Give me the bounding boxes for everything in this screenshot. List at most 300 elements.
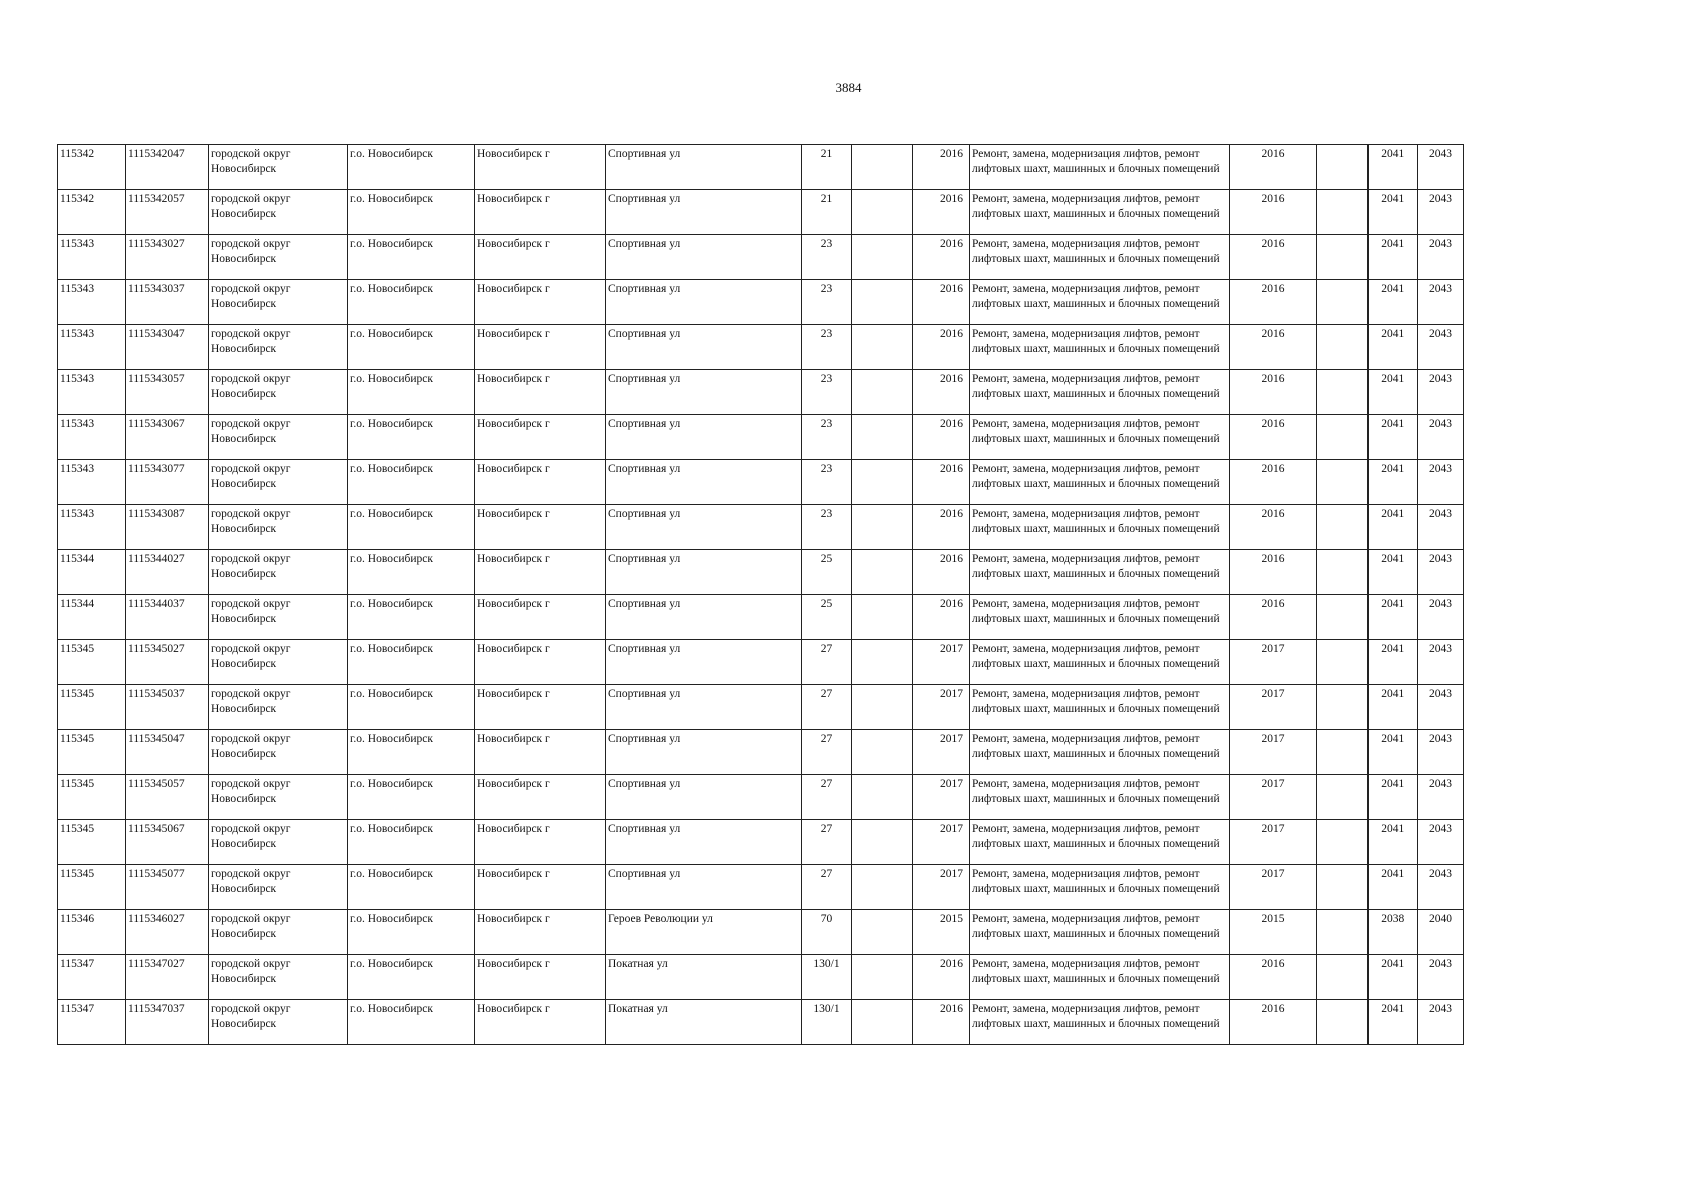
cell-extra — [852, 910, 913, 955]
cell-city: Новосибирск г — [475, 730, 606, 775]
cell-municipality: г.о. Новосибирск — [348, 595, 475, 640]
cell-blank — [1317, 415, 1368, 460]
cell-municipality: г.о. Новосибирск — [348, 955, 475, 1000]
cell-extra — [852, 595, 913, 640]
cell-municipality: г.о. Новосибирск — [348, 820, 475, 865]
cell-year-work: 2017 — [1230, 775, 1317, 820]
cell-id: 115345 — [58, 865, 126, 910]
table-row — [58, 235, 1464, 280]
cell-blank — [1317, 235, 1368, 280]
table-row — [58, 325, 1464, 370]
cell-street: Спортивная ул — [606, 460, 802, 505]
cell-work-type: Ремонт, замена, модернизация лифтов, ремонт лифтовых шахт, машинных и блочных помещений — [970, 550, 1230, 595]
cell-extra — [852, 775, 913, 820]
table-row — [58, 775, 1464, 820]
cell-year-built: 2016 — [913, 325, 970, 370]
cell-city: Новосибирск г — [475, 910, 606, 955]
table-row — [58, 415, 1464, 460]
cell-code: 1115345057 — [126, 775, 209, 820]
cell-period-end: 2043 — [1418, 415, 1464, 460]
cell-period-start: 2041 — [1368, 415, 1418, 460]
cell-municipality: г.о. Новосибирск — [348, 550, 475, 595]
register-table — [57, 144, 1464, 1045]
cell-period-end: 2040 — [1418, 910, 1464, 955]
cell-municipality: г.о. Новосибирск — [348, 775, 475, 820]
cell-year-work: 2016 — [1230, 460, 1317, 505]
cell-blank — [1317, 595, 1368, 640]
cell-year-work: 2017 — [1230, 865, 1317, 910]
cell-street: Спортивная ул — [606, 640, 802, 685]
cell-year-built: 2017 — [913, 865, 970, 910]
cell-period-end: 2043 — [1418, 460, 1464, 505]
cell-year-built: 2017 — [913, 685, 970, 730]
cell-house: 23 — [802, 505, 852, 550]
cell-year-work: 2016 — [1230, 370, 1317, 415]
cell-code: 1115343067 — [126, 415, 209, 460]
cell-street: Героев Революции ул — [606, 910, 802, 955]
cell-period-start: 2041 — [1368, 280, 1418, 325]
table-row — [58, 550, 1464, 595]
cell-municipality: г.о. Новосибирск — [348, 460, 475, 505]
cell-district: городской округ Новосибирск — [209, 460, 348, 505]
cell-work-type: Ремонт, замена, модернизация лифтов, ремонт лифтовых шахт, машинных и блочных помещений — [970, 415, 1230, 460]
cell-period-end: 2043 — [1418, 325, 1464, 370]
cell-extra — [852, 280, 913, 325]
table-body — [58, 145, 1464, 1045]
cell-work-type: Ремонт, замена, модернизация лифтов, ремонт лифтовых шахт, машинных и блочных помещений — [970, 1000, 1230, 1045]
cell-id: 115346 — [58, 910, 126, 955]
cell-house: 25 — [802, 550, 852, 595]
cell-blank — [1317, 685, 1368, 730]
cell-id: 115343 — [58, 505, 126, 550]
cell-year-work: 2016 — [1230, 280, 1317, 325]
cell-id: 115345 — [58, 640, 126, 685]
cell-year-work: 2016 — [1230, 1000, 1317, 1045]
cell-period-end: 2043 — [1418, 820, 1464, 865]
cell-municipality: г.о. Новосибирск — [348, 280, 475, 325]
cell-id: 115342 — [58, 190, 126, 235]
cell-year-built: 2016 — [913, 145, 970, 190]
cell-period-end: 2043 — [1418, 595, 1464, 640]
cell-city: Новосибирск г — [475, 640, 606, 685]
table-row — [58, 730, 1464, 775]
cell-municipality: г.о. Новосибирск — [348, 505, 475, 550]
table-row — [58, 1000, 1464, 1045]
cell-extra — [852, 730, 913, 775]
cell-street: Спортивная ул — [606, 415, 802, 460]
cell-municipality: г.о. Новосибирск — [348, 145, 475, 190]
table-row — [58, 820, 1464, 865]
cell-blank — [1317, 775, 1368, 820]
cell-code: 1115343037 — [126, 280, 209, 325]
cell-period-start: 2041 — [1368, 550, 1418, 595]
cell-city: Новосибирск г — [475, 775, 606, 820]
cell-extra — [852, 1000, 913, 1045]
cell-year-built: 2016 — [913, 550, 970, 595]
table-row — [58, 505, 1464, 550]
cell-extra — [852, 955, 913, 1000]
cell-extra — [852, 550, 913, 595]
cell-id: 115343 — [58, 280, 126, 325]
cell-code: 1115343027 — [126, 235, 209, 280]
cell-work-type: Ремонт, замена, модернизация лифтов, ремонт лифтовых шахт, машинных и блочных помещений — [970, 145, 1230, 190]
cell-house: 23 — [802, 460, 852, 505]
cell-period-end: 2043 — [1418, 640, 1464, 685]
cell-extra — [852, 415, 913, 460]
cell-id: 115345 — [58, 685, 126, 730]
cell-id: 115343 — [58, 370, 126, 415]
cell-district: городской округ Новосибирск — [209, 955, 348, 1000]
cell-id: 115347 — [58, 1000, 126, 1045]
cell-id: 115344 — [58, 595, 126, 640]
cell-municipality: г.о. Новосибирск — [348, 640, 475, 685]
cell-street: Спортивная ул — [606, 325, 802, 370]
cell-blank — [1317, 640, 1368, 685]
cell-district: городской округ Новосибирск — [209, 640, 348, 685]
cell-city: Новосибирск г — [475, 280, 606, 325]
cell-period-end: 2043 — [1418, 280, 1464, 325]
cell-work-type: Ремонт, замена, модернизация лифтов, ремонт лифтовых шахт, машинных и блочных помещений — [970, 730, 1230, 775]
cell-year-built: 2016 — [913, 955, 970, 1000]
cell-house: 21 — [802, 145, 852, 190]
cell-id: 115342 — [58, 145, 126, 190]
cell-year-work: 2016 — [1230, 415, 1317, 460]
cell-period-start: 2041 — [1368, 730, 1418, 775]
cell-city: Новосибирск г — [475, 685, 606, 730]
cell-district: городской округ Новосибирск — [209, 595, 348, 640]
cell-house: 23 — [802, 370, 852, 415]
cell-district: городской округ Новосибирск — [209, 190, 348, 235]
cell-street: Спортивная ул — [606, 730, 802, 775]
cell-city: Новосибирск г — [475, 145, 606, 190]
cell-code: 1115347037 — [126, 1000, 209, 1045]
cell-blank — [1317, 865, 1368, 910]
cell-street: Покатная ул — [606, 955, 802, 1000]
cell-municipality: г.о. Новосибирск — [348, 235, 475, 280]
cell-year-work: 2015 — [1230, 910, 1317, 955]
cell-period-end: 2043 — [1418, 1000, 1464, 1045]
cell-id: 115345 — [58, 775, 126, 820]
cell-year-work: 2016 — [1230, 145, 1317, 190]
cell-extra — [852, 820, 913, 865]
cell-year-work: 2016 — [1230, 595, 1317, 640]
cell-code: 1115343087 — [126, 505, 209, 550]
cell-city: Новосибирск г — [475, 505, 606, 550]
cell-period-end: 2043 — [1418, 235, 1464, 280]
cell-district: городской округ Новосибирск — [209, 1000, 348, 1045]
cell-period-end: 2043 — [1418, 775, 1464, 820]
cell-house: 27 — [802, 865, 852, 910]
table-row — [58, 685, 1464, 730]
cell-blank — [1317, 910, 1368, 955]
cell-city: Новосибирск г — [475, 550, 606, 595]
cell-house: 130/1 — [802, 955, 852, 1000]
cell-code: 1115343047 — [126, 325, 209, 370]
cell-year-built: 2016 — [913, 1000, 970, 1045]
cell-year-work: 2017 — [1230, 730, 1317, 775]
cell-municipality: г.о. Новосибирск — [348, 325, 475, 370]
cell-blank — [1317, 505, 1368, 550]
cell-house: 130/1 — [802, 1000, 852, 1045]
cell-municipality: г.о. Новосибирск — [348, 190, 475, 235]
cell-city: Новосибирск г — [475, 460, 606, 505]
cell-blank — [1317, 550, 1368, 595]
cell-year-built: 2015 — [913, 910, 970, 955]
cell-blank — [1317, 1000, 1368, 1045]
table-row — [58, 955, 1464, 1000]
cell-id: 115343 — [58, 235, 126, 280]
cell-work-type: Ремонт, замена, модернизация лифтов, ремонт лифтовых шахт, машинных и блочных помещений — [970, 370, 1230, 415]
cell-year-built: 2016 — [913, 280, 970, 325]
cell-street: Спортивная ул — [606, 505, 802, 550]
page-number: 3884 — [835, 80, 862, 95]
cell-code: 1115345067 — [126, 820, 209, 865]
table-row — [58, 145, 1464, 190]
cell-district: городской округ Новосибирск — [209, 415, 348, 460]
cell-street: Спортивная ул — [606, 235, 802, 280]
cell-district: городской округ Новосибирск — [209, 280, 348, 325]
cell-code: 1115345047 — [126, 730, 209, 775]
cell-year-built: 2017 — [913, 730, 970, 775]
cell-extra — [852, 505, 913, 550]
cell-work-type: Ремонт, замена, модернизация лифтов, ремонт лифтовых шахт, машинных и блочных помещений — [970, 325, 1230, 370]
cell-id: 115345 — [58, 820, 126, 865]
cell-work-type: Ремонт, замена, модернизация лифтов, ремонт лифтовых шахт, машинных и блочных помещений — [970, 685, 1230, 730]
cell-period-start: 2041 — [1368, 865, 1418, 910]
cell-code: 1115345077 — [126, 865, 209, 910]
cell-house: 21 — [802, 190, 852, 235]
cell-house: 23 — [802, 415, 852, 460]
cell-code: 1115342047 — [126, 145, 209, 190]
cell-year-built: 2017 — [913, 820, 970, 865]
cell-work-type: Ремонт, замена, модернизация лифтов, ремонт лифтовых шахт, машинных и блочных помещений — [970, 190, 1230, 235]
cell-year-work: 2016 — [1230, 955, 1317, 1000]
cell-street: Спортивная ул — [606, 145, 802, 190]
cell-street: Спортивная ул — [606, 595, 802, 640]
cell-district: городской округ Новосибирск — [209, 730, 348, 775]
cell-id: 115345 — [58, 730, 126, 775]
cell-period-start: 2041 — [1368, 1000, 1418, 1045]
cell-code: 1115343077 — [126, 460, 209, 505]
cell-period-start: 2041 — [1368, 235, 1418, 280]
cell-period-start: 2041 — [1368, 595, 1418, 640]
table-row — [58, 910, 1464, 955]
cell-district: городской округ Новосибирск — [209, 865, 348, 910]
cell-extra — [852, 370, 913, 415]
cell-blank — [1317, 145, 1368, 190]
cell-house: 70 — [802, 910, 852, 955]
cell-city: Новосибирск г — [475, 1000, 606, 1045]
cell-work-type: Ремонт, замена, модернизация лифтов, ремонт лифтовых шахт, машинных и блочных помещений — [970, 505, 1230, 550]
cell-period-start: 2041 — [1368, 325, 1418, 370]
cell-blank — [1317, 190, 1368, 235]
cell-municipality: г.о. Новосибирск — [348, 730, 475, 775]
cell-year-work: 2016 — [1230, 550, 1317, 595]
cell-district: городской округ Новосибирск — [209, 775, 348, 820]
cell-house: 27 — [802, 685, 852, 730]
cell-period-start: 2041 — [1368, 955, 1418, 1000]
cell-year-built: 2016 — [913, 460, 970, 505]
cell-year-built: 2016 — [913, 415, 970, 460]
cell-house: 23 — [802, 280, 852, 325]
cell-extra — [852, 235, 913, 280]
cell-city: Новосибирск г — [475, 370, 606, 415]
cell-district: городской округ Новосибирск — [209, 910, 348, 955]
cell-period-end: 2043 — [1418, 190, 1464, 235]
cell-street: Спортивная ул — [606, 370, 802, 415]
cell-house: 27 — [802, 730, 852, 775]
cell-work-type: Ремонт, замена, модернизация лифтов, ремонт лифтовых шахт, машинных и блочных помещений — [970, 595, 1230, 640]
cell-street: Спортивная ул — [606, 550, 802, 595]
cell-work-type: Ремонт, замена, модернизация лифтов, ремонт лифтовых шахт, машинных и блочных помещений — [970, 820, 1230, 865]
cell-blank — [1317, 460, 1368, 505]
cell-code: 1115345027 — [126, 640, 209, 685]
cell-work-type: Ремонт, замена, модернизация лифтов, ремонт лифтовых шахт, машинных и блочных помещений — [970, 235, 1230, 280]
cell-code: 1115347027 — [126, 955, 209, 1000]
cell-year-work: 2016 — [1230, 235, 1317, 280]
cell-city: Новосибирск г — [475, 955, 606, 1000]
cell-work-type: Ремонт, замена, модернизация лифтов, ремонт лифтовых шахт, машинных и блочных помещений — [970, 280, 1230, 325]
cell-blank — [1317, 730, 1368, 775]
cell-period-start: 2041 — [1368, 370, 1418, 415]
cell-district: городской округ Новосибирск — [209, 820, 348, 865]
cell-extra — [852, 325, 913, 370]
cell-period-start: 2041 — [1368, 820, 1418, 865]
cell-work-type: Ремонт, замена, модернизация лифтов, ремонт лифтовых шахт, машинных и блочных помещений — [970, 910, 1230, 955]
cell-code: 1115346027 — [126, 910, 209, 955]
cell-extra — [852, 865, 913, 910]
table-row — [58, 190, 1464, 235]
cell-code: 1115343057 — [126, 370, 209, 415]
cell-year-built: 2016 — [913, 505, 970, 550]
cell-district: городской округ Новосибирск — [209, 685, 348, 730]
cell-work-type: Ремонт, замена, модернизация лифтов, ремонт лифтовых шахт, машинных и блочных помещений — [970, 865, 1230, 910]
cell-house: 27 — [802, 775, 852, 820]
table-row — [58, 640, 1464, 685]
cell-period-end: 2043 — [1418, 370, 1464, 415]
cell-period-start: 2041 — [1368, 505, 1418, 550]
cell-period-start: 2041 — [1368, 145, 1418, 190]
cell-year-built: 2016 — [913, 235, 970, 280]
cell-work-type: Ремонт, замена, модернизация лифтов, ремонт лифтовых шахт, машинных и блочных помещений — [970, 640, 1230, 685]
cell-street: Спортивная ул — [606, 685, 802, 730]
cell-year-work: 2017 — [1230, 820, 1317, 865]
cell-city: Новосибирск г — [475, 865, 606, 910]
cell-year-built: 2016 — [913, 370, 970, 415]
cell-year-work: 2016 — [1230, 325, 1317, 370]
cell-period-start: 2041 — [1368, 640, 1418, 685]
cell-work-type: Ремонт, замена, модернизация лифтов, ремонт лифтовых шахт, машинных и блочных помещений — [970, 460, 1230, 505]
cell-period-end: 2043 — [1418, 730, 1464, 775]
cell-blank — [1317, 370, 1368, 415]
table-row — [58, 460, 1464, 505]
cell-municipality: г.о. Новосибирск — [348, 910, 475, 955]
cell-blank — [1317, 280, 1368, 325]
cell-district: городской округ Новосибирск — [209, 325, 348, 370]
cell-id: 115343 — [58, 460, 126, 505]
cell-house: 23 — [802, 325, 852, 370]
cell-code: 1115344037 — [126, 595, 209, 640]
cell-street: Спортивная ул — [606, 190, 802, 235]
cell-year-built: 2017 — [913, 640, 970, 685]
cell-city: Новосибирск г — [475, 235, 606, 280]
table-row — [58, 370, 1464, 415]
cell-period-start: 2041 — [1368, 460, 1418, 505]
cell-house: 25 — [802, 595, 852, 640]
cell-period-end: 2043 — [1418, 865, 1464, 910]
cell-street: Спортивная ул — [606, 820, 802, 865]
cell-district: городской округ Новосибирск — [209, 505, 348, 550]
cell-code: 1115345037 — [126, 685, 209, 730]
cell-street: Покатная ул — [606, 1000, 802, 1045]
cell-id: 115343 — [58, 415, 126, 460]
table-row — [58, 865, 1464, 910]
cell-year-built: 2016 — [913, 595, 970, 640]
cell-house: 27 — [802, 820, 852, 865]
cell-work-type: Ремонт, замена, модернизация лифтов, ремонт лифтовых шахт, машинных и блочных помещений — [970, 775, 1230, 820]
cell-year-work: 2016 — [1230, 505, 1317, 550]
cell-period-start: 2038 — [1368, 910, 1418, 955]
table-row — [58, 280, 1464, 325]
cell-year-built: 2017 — [913, 775, 970, 820]
cell-city: Новосибирск г — [475, 190, 606, 235]
cell-id: 115347 — [58, 955, 126, 1000]
cell-city: Новосибирск г — [475, 415, 606, 460]
cell-extra — [852, 685, 913, 730]
cell-street: Спортивная ул — [606, 280, 802, 325]
cell-extra — [852, 640, 913, 685]
cell-district: городской округ Новосибирск — [209, 550, 348, 595]
cell-period-end: 2043 — [1418, 145, 1464, 190]
cell-blank — [1317, 820, 1368, 865]
cell-year-built: 2016 — [913, 190, 970, 235]
cell-blank — [1317, 955, 1368, 1000]
cell-city: Новосибирск г — [475, 820, 606, 865]
cell-year-work: 2016 — [1230, 190, 1317, 235]
cell-district: городской округ Новосибирск — [209, 235, 348, 280]
cell-work-type: Ремонт, замена, модернизация лифтов, ремонт лифтовых шахт, машинных и блочных помещений — [970, 955, 1230, 1000]
cell-year-work: 2017 — [1230, 640, 1317, 685]
cell-municipality: г.о. Новосибирск — [348, 685, 475, 730]
cell-city: Новосибирск г — [475, 325, 606, 370]
cell-district: городской округ Новосибирск — [209, 370, 348, 415]
cell-year-work: 2017 — [1230, 685, 1317, 730]
cell-extra — [852, 145, 913, 190]
cell-street: Спортивная ул — [606, 775, 802, 820]
cell-house: 27 — [802, 640, 852, 685]
cell-city: Новосибирск г — [475, 595, 606, 640]
cell-municipality: г.о. Новосибирск — [348, 415, 475, 460]
cell-extra — [852, 460, 913, 505]
table-row — [58, 595, 1464, 640]
cell-period-end: 2043 — [1418, 505, 1464, 550]
cell-house: 23 — [802, 235, 852, 280]
cell-period-end: 2043 — [1418, 955, 1464, 1000]
cell-street: Спортивная ул — [606, 865, 802, 910]
cell-municipality: г.о. Новосибирск — [348, 370, 475, 415]
cell-municipality: г.о. Новосибирск — [348, 1000, 475, 1045]
cell-id: 115343 — [58, 325, 126, 370]
cell-district: городской округ Новосибирск — [209, 145, 348, 190]
cell-period-end: 2043 — [1418, 685, 1464, 730]
cell-extra — [852, 190, 913, 235]
cell-blank — [1317, 325, 1368, 370]
cell-period-end: 2043 — [1418, 550, 1464, 595]
cell-municipality: г.о. Новосибирск — [348, 865, 475, 910]
cell-id: 115344 — [58, 550, 126, 595]
cell-period-start: 2041 — [1368, 685, 1418, 730]
cell-period-start: 2041 — [1368, 775, 1418, 820]
